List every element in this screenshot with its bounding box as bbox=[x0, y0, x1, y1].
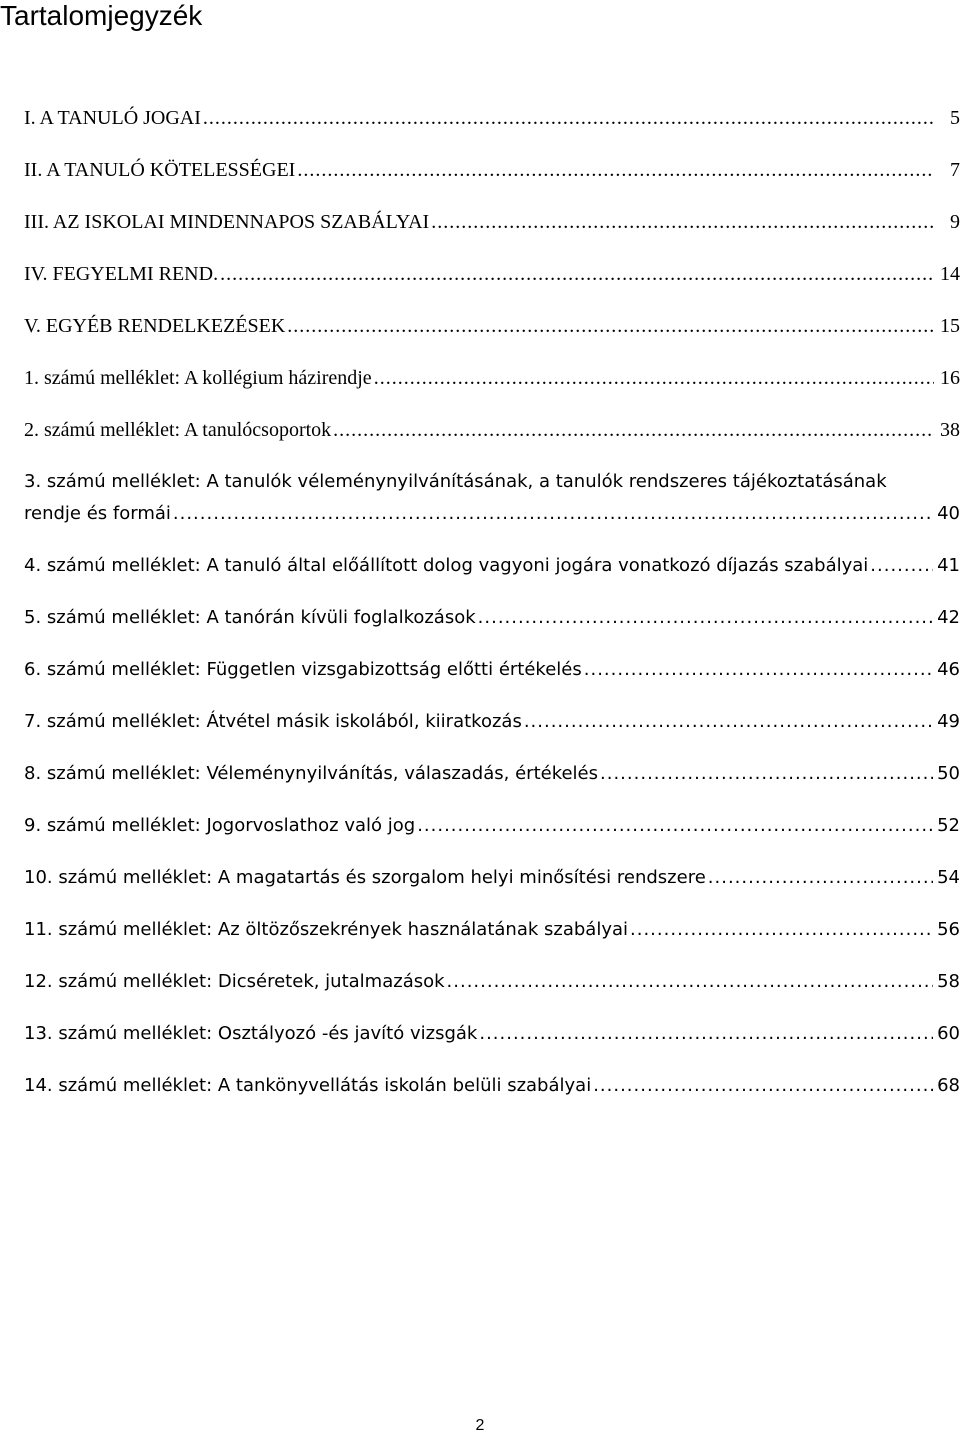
toc-page-number: 58 bbox=[937, 971, 960, 992]
toc-leader-dots bbox=[287, 312, 934, 340]
toc-leader-dots bbox=[417, 812, 933, 840]
toc-leader-dots bbox=[478, 604, 933, 632]
toc-entry[interactable] bbox=[24, 468, 960, 528]
toc-page-number: 41 bbox=[937, 555, 960, 576]
toc-leader-dots bbox=[584, 656, 933, 684]
toc-entry-text: II. A TANULÓ KÖTELESSÉGEI bbox=[24, 159, 296, 181]
toc-page-number: 9 bbox=[950, 211, 960, 233]
toc-entry[interactable] bbox=[24, 552, 960, 580]
toc-entry[interactable] bbox=[24, 104, 960, 132]
toc-page-number: 7 bbox=[950, 159, 960, 181]
toc-entry-text: 4. számú melléklet: A tanuló által előállított dolog vagyoni jogára vonatkozó díjazás szabályai bbox=[24, 555, 869, 576]
toc-entry-text: V. EGYÉB RENDELKEZÉSEK bbox=[24, 315, 286, 337]
toc-entry-text: 1. számú melléklet: A kollégium házirendje bbox=[24, 367, 372, 389]
toc-page-number: 38 bbox=[940, 419, 960, 441]
toc-entry-text: 12. számú melléklet: Dicséretek, jutalmazások bbox=[24, 971, 445, 992]
toc-entry[interactable] bbox=[24, 864, 960, 892]
toc-entry[interactable] bbox=[24, 1072, 960, 1100]
toc-page-number: 68 bbox=[937, 1075, 960, 1096]
toc-leader-dots bbox=[479, 1020, 933, 1048]
toc-page-number: 60 bbox=[937, 1023, 960, 1044]
toc-page-number: 16 bbox=[940, 367, 960, 389]
toc-leader-dots bbox=[593, 1072, 933, 1100]
toc-page-number: 50 bbox=[937, 763, 960, 784]
toc-entry[interactable] bbox=[24, 1020, 960, 1048]
toc-page-number: 40 bbox=[937, 503, 960, 524]
toc-entry-text: I. A TANULÓ JOGAI bbox=[24, 107, 201, 129]
toc-entry[interactable] bbox=[24, 416, 960, 444]
toc-entry[interactable] bbox=[24, 208, 960, 236]
toc-page-number: 14 bbox=[940, 263, 960, 285]
toc-entry[interactable] bbox=[24, 656, 960, 684]
toc-entry[interactable] bbox=[24, 812, 960, 840]
toc-entry[interactable] bbox=[24, 708, 960, 736]
toc-leader-dots bbox=[870, 552, 933, 580]
toc-leader-dots bbox=[630, 916, 933, 944]
toc-entry-text: 5. számú melléklet: A tanórán kívüli foglalkozások bbox=[24, 607, 476, 628]
toc-entry-text: 3. számú melléklet: A tanulók véleménynyilvánításának, a tanulók rendszeres tájékoztatásának bbox=[24, 471, 887, 492]
toc-leader-dots bbox=[708, 864, 933, 892]
toc-entry-text: 8. számú melléklet: Véleménynyilvánítás, válaszadás, értékelés bbox=[24, 763, 599, 784]
toc-entry-text: 9. számú melléklet: Jogorvoslathoz való jog bbox=[24, 815, 416, 836]
toc-entry-text: 13. számú melléklet: Osztályozó -és javító vizsgák bbox=[24, 1023, 478, 1044]
toc-entry[interactable] bbox=[24, 312, 960, 340]
toc-entry-text: III. AZ ISKOLAI MINDENNAPOS SZABÁLYAI bbox=[24, 211, 430, 233]
toc-entry-text: 6. számú melléklet: Független vizsgabizottság előtti értékelés bbox=[24, 659, 582, 680]
page-title: Tartalomjegyzék bbox=[0, 0, 203, 31]
toc-entry-text-continued: rendje és formái bbox=[24, 503, 171, 524]
toc-page-number: 42 bbox=[937, 607, 960, 628]
toc-page-number: 49 bbox=[937, 711, 960, 732]
toc-leader-dots bbox=[220, 260, 934, 288]
toc-entry-text: IV. FEGYELMI REND. bbox=[24, 263, 219, 285]
toc-entry[interactable] bbox=[24, 604, 960, 632]
toc-leader-dots bbox=[203, 104, 934, 132]
toc-page-number: 52 bbox=[937, 815, 960, 836]
toc-entry-text: 10. számú melléklet: A magatartás és szorgalom helyi minősítési rendszere bbox=[24, 867, 706, 888]
toc-entry[interactable] bbox=[24, 260, 960, 288]
toc-leader-dots bbox=[431, 208, 934, 236]
toc-entry[interactable] bbox=[24, 364, 960, 392]
toc-entry-text: 14. számú melléklet: A tankönyvellátás iskolán belüli szabályai bbox=[24, 1075, 592, 1096]
toc-entry-text: 2. számú melléklet: A tanulócsoportok bbox=[24, 419, 332, 441]
toc-leader-dots bbox=[173, 500, 933, 528]
toc-entry[interactable] bbox=[24, 156, 960, 184]
toc-leader-dots bbox=[333, 416, 934, 444]
toc-leader-dots bbox=[374, 364, 934, 392]
toc-entry[interactable] bbox=[24, 968, 960, 996]
toc-entry-text: 7. számú melléklet: Átvétel másik iskolából, kiiratkozás bbox=[24, 711, 522, 732]
toc-page-number: 46 bbox=[937, 659, 960, 680]
toc-page-number: 54 bbox=[937, 867, 960, 888]
toc-leader-dots bbox=[447, 968, 934, 996]
toc-leader-dots bbox=[600, 760, 933, 788]
toc-entry-text: 11. számú melléklet: Az öltözőszekrények használatának szabályai bbox=[24, 919, 629, 940]
toc-entry[interactable] bbox=[24, 916, 960, 944]
footer-page-number: 2 bbox=[475, 1417, 485, 1434]
toc-leader-dots bbox=[297, 156, 934, 184]
toc-page-number: 5 bbox=[950, 107, 960, 129]
toc-page-number: 15 bbox=[940, 315, 960, 337]
toc-leader-dots bbox=[524, 708, 933, 736]
toc-page-number: 56 bbox=[937, 919, 960, 940]
toc-entry[interactable] bbox=[24, 760, 960, 788]
